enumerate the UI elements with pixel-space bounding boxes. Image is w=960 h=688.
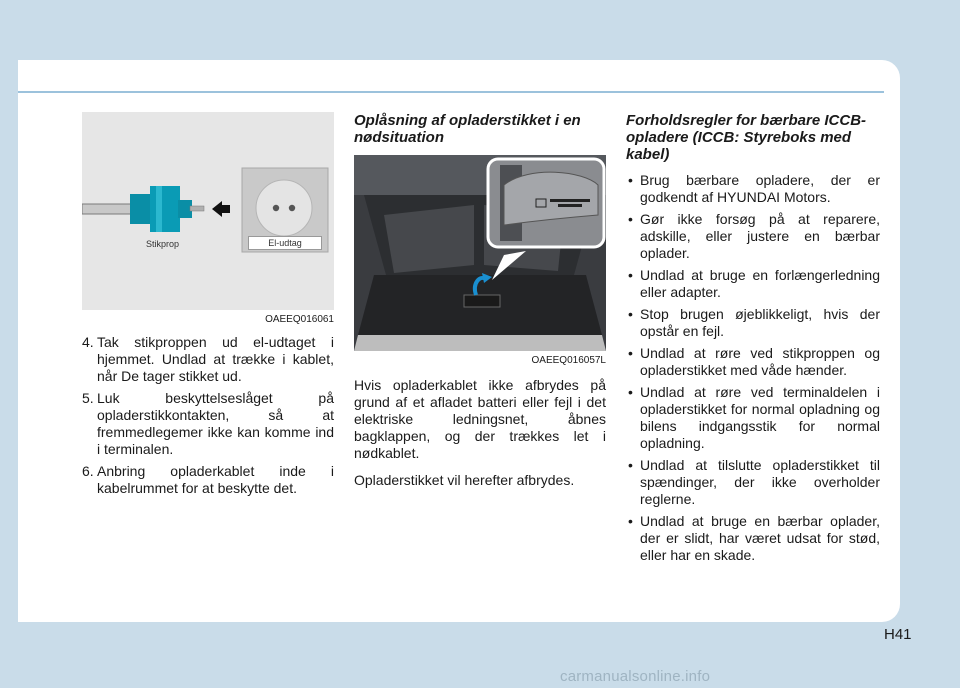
precautions-list [626,172,880,564]
trunk-figure [354,155,606,351]
footer-watermark: carmanualsonline.info [560,668,711,685]
column-middle [354,112,606,489]
column-right [626,112,880,569]
plug-label: Stikprop [146,239,180,249]
figure-code: OAEEQ016061 [265,314,334,325]
figure-code: OAEEQ016057L [531,355,606,366]
list-item: • Undlad at røre ved terminaldelen i opladerstikket for normal opladning og bilens indgangsstik for normal opladning. [626,384,880,452]
steps-list [82,334,334,497]
list-item: • Undlad at bruge en forlængerledning eller adapter. [626,267,880,301]
list-item: 5. Luk beskyttelseslåget på opladerstikkontakten, så at fremmedlegemer ikke kan komme ind i terminalen. [82,390,334,457]
plug-illustration [82,112,334,310]
list-item: • Brug bærbare opladere, der er godkendt af HYUNDAI Motors. [626,172,880,206]
outlet-label: El-udtag [248,236,322,250]
header-rule [18,91,884,93]
list-item: • Undlad at tilslutte opladerstikket til spændinger, der ikke overholder reglerne. [626,457,880,508]
list-item: • Undlad at bruge en bærbar oplader, der er slidt, har været udsat for stød, eller har en skade. [626,513,880,564]
list-item: • Gør ikke forsøg på at reparere, adskille, eller justere en bærbar oplader. [626,211,880,262]
list-item: 6. Anbring opladerkablet inde i kabelrummet for at beskytte det. [82,463,334,496]
section-heading: Oplåsning af opladerstikket i en nødsituation [354,112,581,146]
trunk-illustration [354,155,606,351]
plug-outlet-figure [82,112,334,310]
manual-page [18,60,900,622]
page-number: H41 [884,626,912,643]
paragraph: Opladerstikket vil herefter afbrydes. [354,472,575,488]
section-heading: Forholdsregler for bærbare ICCB-opladere (ICCB: Styreboks med kabel) [626,112,867,163]
list-item: • Undlad at røre ved stikproppen og opladerstikket med våde hænder. [626,345,880,379]
paragraph: Hvis opladerkablet ikke afbrydes på grund af et afladet batteri eller fejl i det elektriske ledningsnet, åbnes bagklappen, og der trækkes let i nødkablet. [354,377,606,461]
list-item: • Stop brugen øjeblikkeligt, hvis der opstår en fejl. [626,306,880,340]
column-left [82,112,334,502]
list-item: 4. Tak stikproppen ud el-udtaget i hjemmet. Undlad at trække i kablet, når De tager stikket ud. [82,334,334,384]
